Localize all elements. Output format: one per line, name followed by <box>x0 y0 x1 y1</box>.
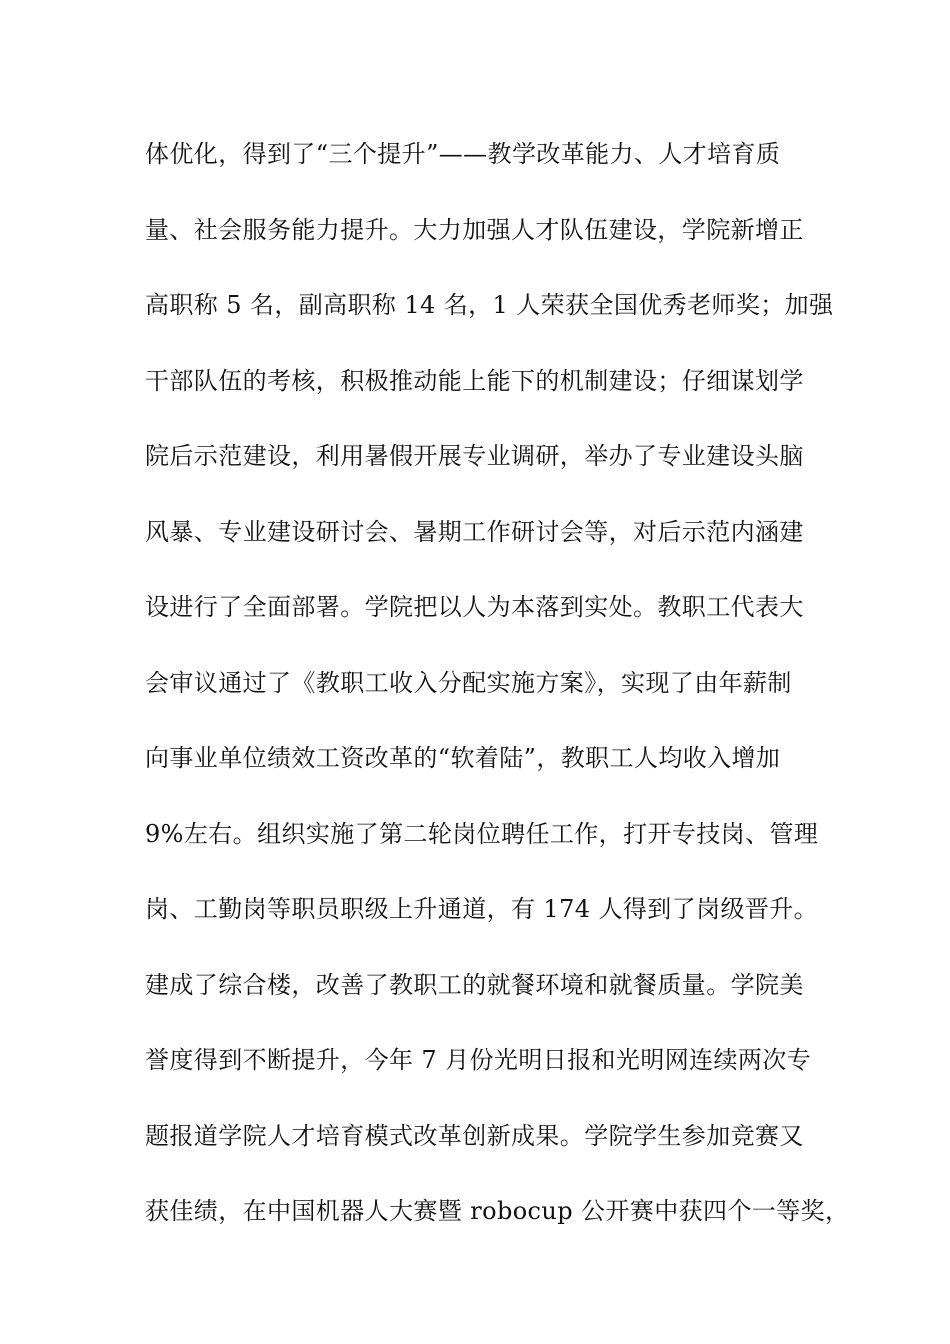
text-line: 设进行了全面部署。学院把以人为本落到实处。教职工代表大 <box>145 593 804 621</box>
text-line: 量、社会服务能力提升。大力加强人才队伍建设，学院新增正 <box>145 215 804 244</box>
text-line: 向事业单位绩效工资改革的“软着陆”，教职工人均收入增加 <box>145 744 781 772</box>
text-line: 题报道学院人才培育模式改革创新成果。学院学生参加竞赛又 <box>145 1121 804 1150</box>
text-line: 高职称 5 名，副高职称 14 名，1 人荣获全国优秀老师奖；加强 <box>145 291 834 319</box>
text-line: 院后示范建设，利用暑假开展专业调研，举办了专业建设头脑 <box>145 442 804 470</box>
text-line: 誉度得到不断提升，今年 7 月份光明日报和光明网连续两次专 <box>145 1046 812 1074</box>
text-line: 获佳绩，在中国机器人大赛暨 robocup 公开赛中获四个一等奖， <box>145 1197 850 1225</box>
text-line: 9%左右。组织实施了第二轮岗位聘任工作，打开专技岗、管理 <box>145 819 819 848</box>
body-text <box>145 132 850 1265</box>
text-line: 体优化，得到了“三个提升”——教学改革能力、人才培育质 <box>145 140 781 168</box>
text-line: 岗、工勤岗等职员职级上升通道，有 174 人得到了岗级晋升。 <box>145 895 819 923</box>
text-line: 建成了综合楼，改善了教职工的就餐环境和就餐质量。学院美 <box>145 970 804 999</box>
text-line: 风暴、专业建设研讨会、暑期工作研讨会等，对后示范内涵建 <box>145 517 804 546</box>
text-line: 干部队伍的考核，积极推动能上能下的机制建设；仔细谋划学 <box>145 366 804 395</box>
text-line: 会审议通过了《教职工收入分配实施方案》，实现了由年薪制 <box>145 668 792 697</box>
